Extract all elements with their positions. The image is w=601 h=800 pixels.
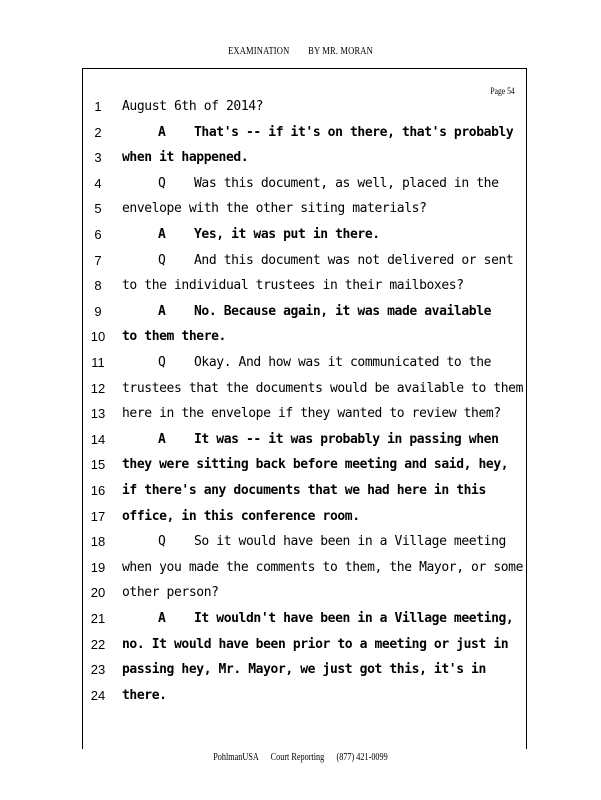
line-number: 6 bbox=[94, 227, 102, 242]
speaker-label: Q bbox=[158, 252, 166, 268]
line-number: 17 bbox=[90, 508, 106, 524]
speaker-label: Q bbox=[158, 534, 166, 550]
line-number: 5 bbox=[94, 201, 102, 217]
footer-phone: (877) 421-0099 bbox=[336, 752, 388, 763]
line-text: if there's any documents that we had here in this bbox=[122, 483, 486, 498]
line-text: when it happened. bbox=[122, 150, 249, 166]
footer-service: Court Reporting bbox=[270, 752, 325, 763]
line-number: 10 bbox=[90, 329, 106, 345]
line-text: August 6th of 2014? bbox=[122, 99, 264, 114]
speaker-label: Q bbox=[158, 175, 166, 191]
line-number: 1 bbox=[94, 99, 102, 114]
line-number: 12 bbox=[90, 380, 106, 396]
line-text: Was this document, as well, placed in the bbox=[194, 175, 499, 191]
line-number: 11 bbox=[91, 355, 105, 370]
line-number: 15 bbox=[90, 457, 106, 473]
header-section: EXAMINATION bbox=[228, 46, 290, 57]
speaker-label: Q bbox=[158, 355, 166, 370]
line-text: And this document was not delivered or sent bbox=[194, 252, 514, 268]
line-number: 16 bbox=[90, 483, 106, 498]
speaker-label: A bbox=[158, 303, 166, 319]
line-text: other person? bbox=[122, 585, 219, 601]
line-number: 14 bbox=[90, 431, 106, 447]
line-text: they were sitting back before meeting and said, hey, bbox=[122, 457, 509, 473]
line-text: no. It would have been prior to a meeting or just in bbox=[122, 636, 509, 652]
line-text: there. bbox=[122, 687, 167, 703]
line-text: That's -- if it's on there, that's probably bbox=[194, 124, 514, 140]
line-number: 9 bbox=[94, 303, 102, 319]
line-text: trustees that the documents would be available to them bbox=[122, 380, 524, 396]
line-number: 2 bbox=[94, 124, 102, 140]
line-text: Yes, it was put in there. bbox=[194, 227, 380, 242]
line-number: 3 bbox=[94, 150, 102, 166]
line-number: 19 bbox=[90, 559, 106, 575]
line-text: No. Because again, it was made available bbox=[194, 303, 492, 319]
speaker-label: A bbox=[158, 431, 166, 447]
line-number: 8 bbox=[94, 278, 102, 294]
line-text: here in the envelope if they wanted to review them? bbox=[122, 406, 501, 422]
footer-company: PohlmanUSA bbox=[213, 752, 259, 763]
line-text: Okay. And how was it communicated to the bbox=[194, 355, 492, 370]
line-number: 21 bbox=[90, 611, 106, 626]
page-footer bbox=[54, 752, 547, 763]
line-number: 7 bbox=[94, 252, 102, 268]
page-number: Page 54 bbox=[490, 86, 515, 96]
line-number: 20 bbox=[90, 585, 106, 601]
speaker-label: A bbox=[158, 227, 166, 242]
speaker-label: A bbox=[158, 124, 166, 140]
line-number: 4 bbox=[94, 175, 102, 191]
line-text: when you made the comments to them, the Mayor, or some bbox=[122, 559, 524, 575]
line-text: So it would have been in a Village meeting bbox=[194, 534, 506, 550]
line-number: 22 bbox=[90, 636, 106, 652]
line-text: envelope with the other siting materials? bbox=[122, 201, 427, 217]
line-number: 23 bbox=[90, 662, 106, 678]
line-number: 24 bbox=[90, 687, 106, 703]
line-number: 18 bbox=[90, 534, 106, 550]
line-text: to them there. bbox=[122, 329, 226, 345]
line-text: It wouldn't have been in a Village meeting, bbox=[194, 611, 514, 626]
line-text: office, in this conference room. bbox=[122, 508, 360, 524]
line-text: It was -- it was probably in passing when bbox=[194, 431, 499, 447]
page-header bbox=[45, 46, 556, 57]
line-text: passing hey, Mr. Mayor, we just got this, it's in bbox=[122, 662, 486, 678]
line-text: to the individual trustees in their mailboxes? bbox=[122, 278, 464, 294]
line-number: 13 bbox=[90, 406, 106, 422]
header-examiner: BY MR. MORAN bbox=[308, 46, 373, 57]
speaker-label: A bbox=[158, 611, 166, 626]
